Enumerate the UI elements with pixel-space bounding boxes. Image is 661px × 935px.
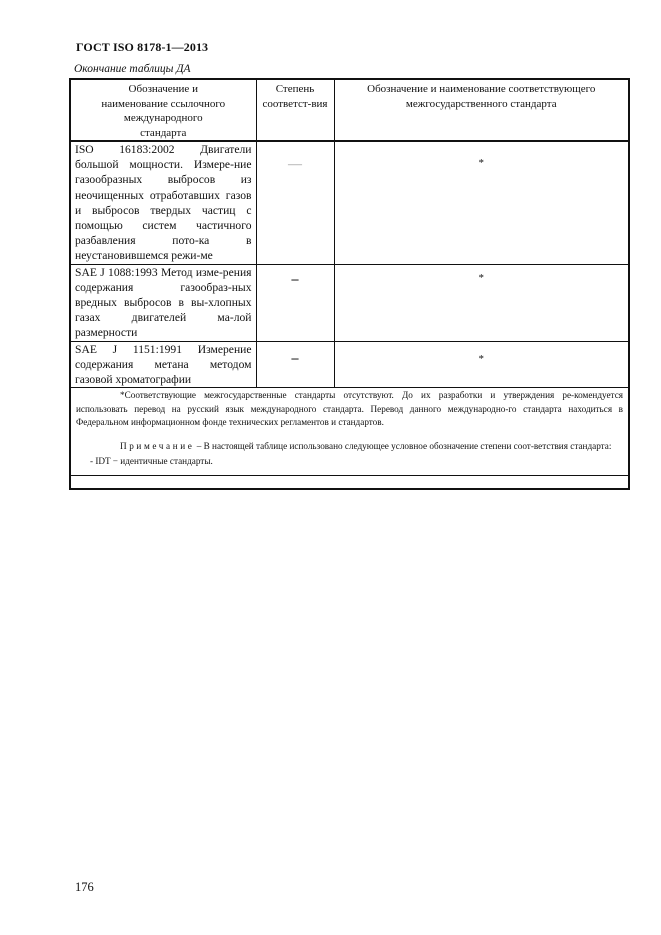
correspondence-table <box>69 78 630 490</box>
header-reference-standard: Обозначение и наименование ссылочного международного стандарта <box>70 79 256 141</box>
reference-standard-cell: SAE J 1088:1993 Метод изме-рения содержания газообраз-ных вредных выбросов в вы-хлопных газах двигателей ма-лой размерности <box>70 264 256 341</box>
header-interstate-standard: Обозначение и наименование соответствующего межгосударственного стандарта <box>334 79 629 141</box>
footnote-marker: * <box>478 352 484 365</box>
interstate-standard-cell <box>334 141 629 264</box>
footnote-marker: * <box>478 271 484 284</box>
interstate-standard-cell <box>334 264 629 341</box>
degree-cell <box>256 341 334 388</box>
degree-value: – <box>291 271 299 287</box>
note-label: Примечание <box>120 440 195 451</box>
reference-standard-cell: SAE J 1151:1991 Измерение содержания метана методом газовой хроматографии <box>70 341 256 388</box>
footnote-marker: * <box>478 157 484 169</box>
footnote-cell <box>70 388 629 476</box>
page-number: 176 <box>75 880 94 894</box>
empty-cell <box>70 475 629 489</box>
degree-cell <box>256 141 334 264</box>
document-code: ГОСТ ISO 8178-1—2013 <box>76 40 209 54</box>
table-continuation-label: Окончание таблицы ДА <box>74 63 191 75</box>
table-header-row <box>70 79 629 141</box>
interstate-standard-cell <box>334 341 629 388</box>
degree-value: – <box>291 350 299 366</box>
reference-standard-cell: ISO 16183:2002 Двигатели большой мощности. Измере-ние газообразных выбросов из неочищенных отработавших газов и выбросов твердых частиц с помощью систем частичного разбавления пото-ка в неустановившемся режи-ме <box>70 141 256 264</box>
note-paragraph <box>76 440 623 454</box>
table-row <box>70 264 629 341</box>
note-text: – В настоящей таблице использовано следующее условное обозначение степени соот-ветствия стандарта: <box>194 440 612 451</box>
degree-value: — <box>288 157 302 172</box>
empty-row <box>70 475 629 489</box>
idt-definition: - IDT − идентичные стандарты. <box>90 456 213 467</box>
table-row <box>70 141 629 264</box>
degree-cell <box>256 264 334 341</box>
table-row <box>70 341 629 388</box>
footnote-text: *Соответствующие межгосударственные стандарты отсутствуют. До их разработки и утверждения ре-комендуется использовать перевод на русский язык международного стандарта. Перевод данного международно-го стандарта находиться в Федеральном информационном фонде технических регламентов и стандартов. <box>76 390 623 428</box>
footnote-row <box>70 388 629 476</box>
header-degree-of-conformity: Степень соответст-вия <box>256 79 334 141</box>
